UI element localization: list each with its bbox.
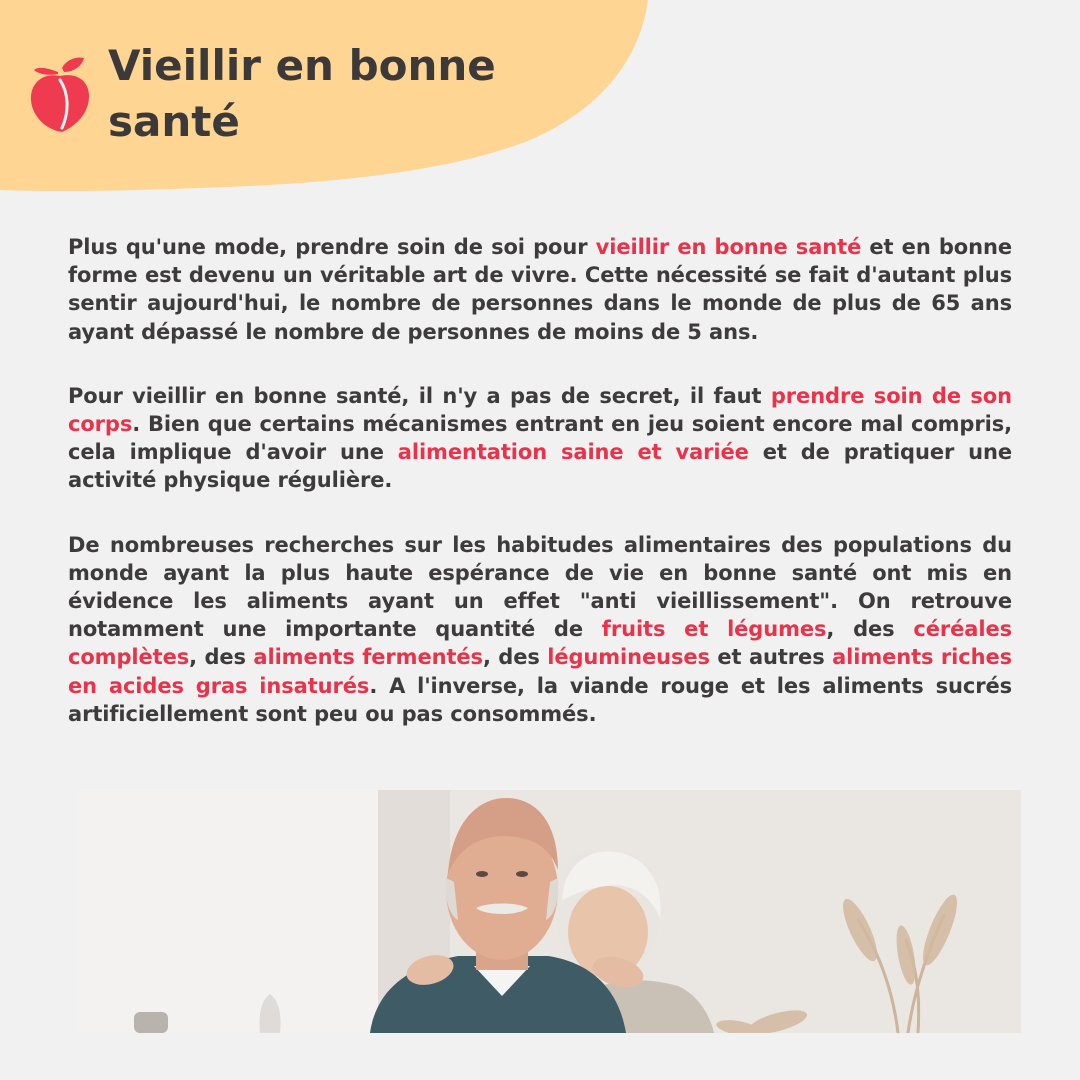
elderly-couple-photo (78, 790, 1021, 1033)
paragraph-text: et en bonne forme est devenu un véritable art de vivre. Cette nécessité se fait d'autant plus sentir aujourd'hui, le nombre de personnes dans le monde de plus de 65 ans ayant dépassé le nombre de personnes de moins de 5 ans. (68, 235, 1012, 344)
paragraph-text: , des (482, 645, 548, 670)
title-line-1: Vieillir en bonne (108, 41, 496, 90)
paragraph-text: Plus qu'une mode, prendre soin de soi pour (68, 235, 596, 259)
article-paragraph (68, 233, 1012, 346)
paragraph-text: Pour vieillir en bonne santé, il n'y a pas de secret, il faut (68, 383, 771, 408)
highlighted-phrase: légumineuses (547, 645, 710, 670)
article-paragraph (68, 531, 1012, 728)
article-body (68, 233, 1012, 764)
page-title (108, 38, 588, 150)
highlighted-phrase: vieillir en bonne santé (595, 235, 862, 259)
highlighted-phrase: aliments fermentés (253, 645, 483, 670)
paragraph-text: De nombreuses recherches sur les habitudes alimentaires des populations du monde ayant la plus haute espérance de vie en bonne santé ont mis en évidence les aliments ayant un effet "anti vieillissement". On retrouve notamment une importante quantité de (68, 532, 1012, 642)
highlighted-phrase: prendre soin de son corps (68, 383, 1012, 437)
highlighted-phrase: aliments riches en acides gras insaturés (68, 645, 1012, 698)
paragraph-text: , des (189, 645, 254, 670)
paragraph-text: . Bien que certains mécanismes entrant en jeu soient encore mal compris, cela implique d'avoir une (68, 412, 1012, 465)
article-paragraph (68, 382, 1012, 495)
paragraph-text: et de pratiquer une activité physique régulière. (68, 440, 1013, 493)
paragraph-text: . A l'inverse, la viande rouge et les aliments sucrés artificiellement sont peu ou pas consommés. (68, 673, 1012, 726)
peach-icon (28, 54, 92, 134)
highlighted-phrase: alimentation saine et variée (397, 440, 749, 465)
paragraph-text: , des (826, 617, 914, 642)
paragraph-text: et autres (709, 645, 833, 670)
highlighted-phrase: fruits et légumes (601, 617, 827, 642)
highlighted-phrase: céréales complètes (68, 617, 1012, 670)
title-line-2: santé (108, 97, 240, 146)
